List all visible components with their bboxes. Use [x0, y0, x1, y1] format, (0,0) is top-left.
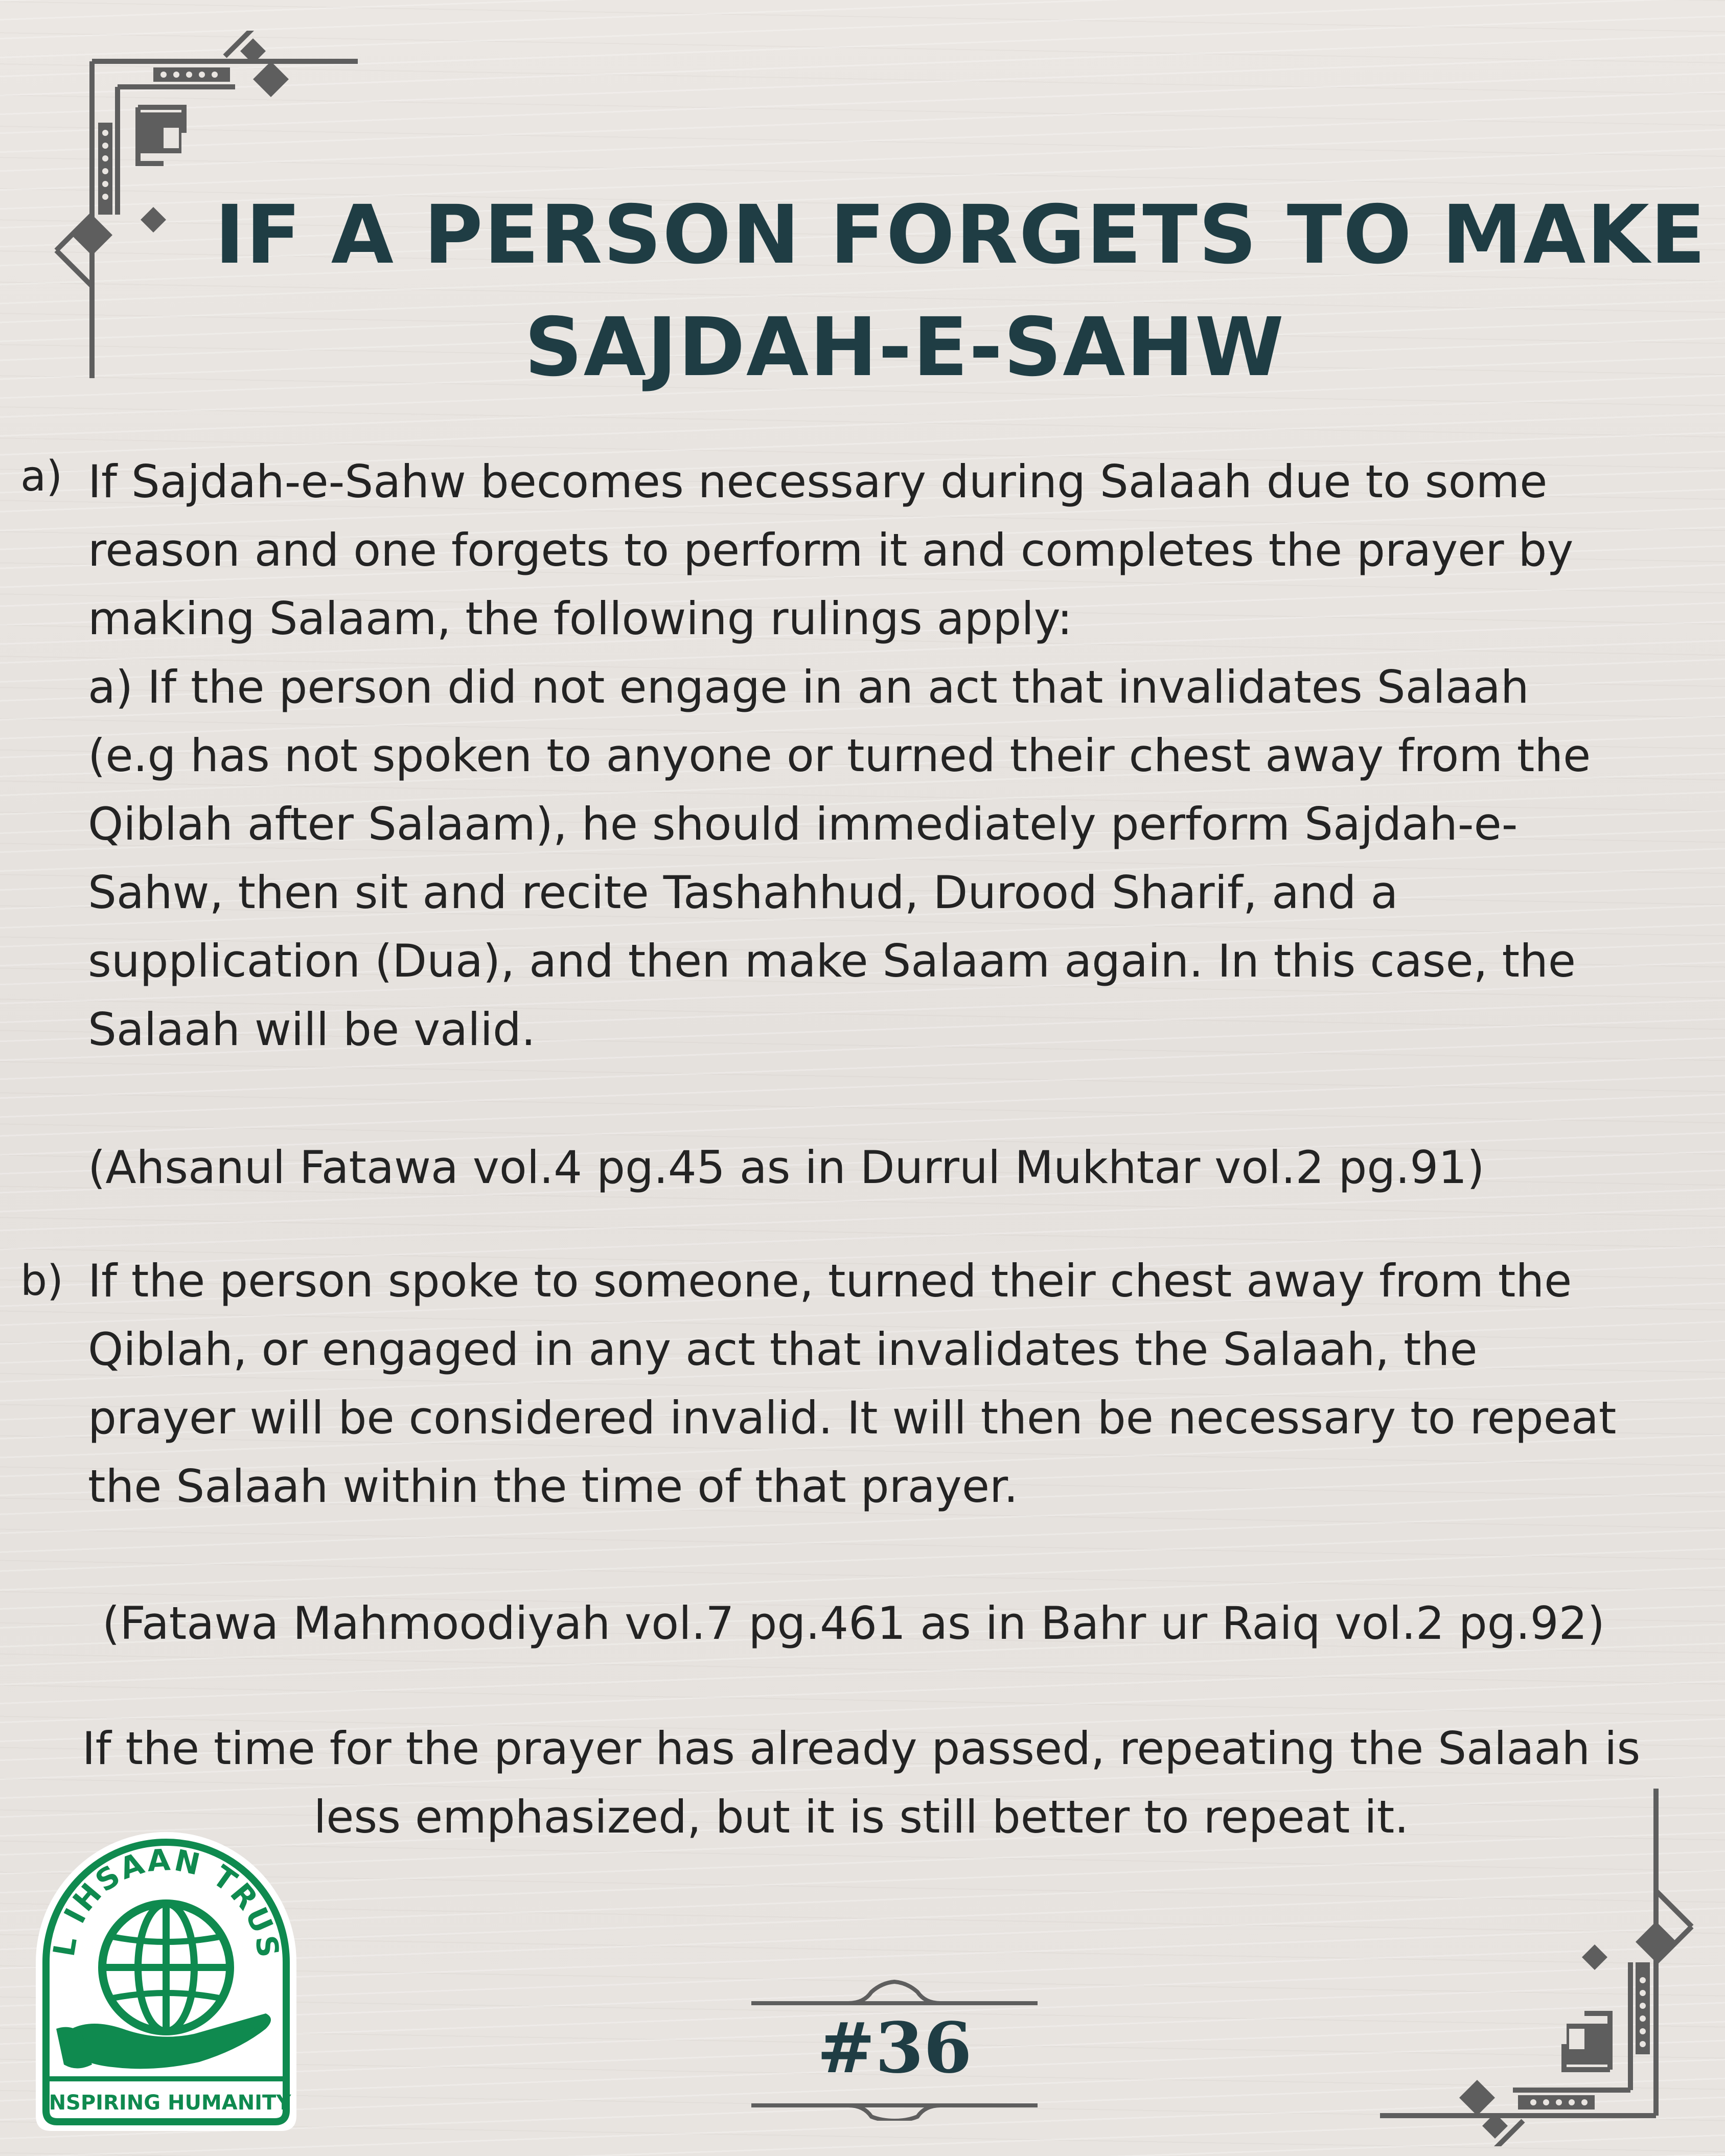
section-a-line: (e.g has not spoken to anyone or turned their chest away from the — [88, 729, 1591, 782]
section-a-paragraph — [88, 448, 1667, 1064]
section-b-paragraph — [88, 1247, 1667, 1521]
section-b-reference: (Fatawa Mahmoodiyah vol.7 pg.461 as in Bahr ur Raiq vol.2 pg.92) — [102, 1597, 1605, 1650]
title-line-2: SAJDAH-E-SAHW — [524, 300, 1285, 395]
section-a-line: If Sajdah-e-Sahw becomes necessary during Salaah due to some — [88, 455, 1548, 508]
post-number: #36 — [817, 2007, 972, 2089]
section-a-line: supplication (Dua), and then make Salaam again. In this case, the — [88, 935, 1576, 987]
section-a-line: reason and one forgets to perform it and completes the prayer by — [88, 524, 1574, 576]
logo-tagline-text: INSPIRING HUMANITY — [41, 2091, 291, 2115]
page-title — [215, 179, 1707, 404]
title-line-1: IF A PERSON FORGETS TO MAKE — [215, 188, 1707, 282]
section-a-line: Salaah will be valid. — [88, 1003, 536, 1056]
section-b-line: prayer will be considered invalid. It will then be necessary to repeat — [88, 1392, 1617, 1444]
section-b-line: the Salaah within the time of that prayer. — [88, 1460, 1019, 1513]
section-a-line: making Salaam, the following rulings apply: — [88, 592, 1073, 645]
post-number-block — [751, 1978, 1038, 2121]
logo-emblem-icon — [26, 1809, 307, 2136]
section-a-marker: a) — [20, 452, 63, 501]
section-b-line: If the person spoke to someone, turned their chest away from the — [88, 1255, 1572, 1307]
closing-note-line: If the time for the prayer has already passed, repeating the Salaah is — [82, 1722, 1641, 1775]
section-b-marker: b) — [20, 1257, 64, 1305]
closing-note-line: less emphasized, but it is still better to repeat it. — [313, 1791, 1409, 1843]
logo-name-text: L IHSAAN TRUS — [46, 1842, 286, 1962]
section-a-line: Qiblah after Salaam), he should immediately perform Sajdah-e- — [88, 798, 1518, 850]
section-b-line: Qiblah, or engaged in any act that invalidates the Salaah, the — [88, 1323, 1478, 1376]
section-a-reference: (Ahsanul Fatawa vol.4 pg.45 as in Durrul Mukhtar vol.2 pg.91) — [88, 1141, 1485, 1194]
corner-ornament-bottom-right-icon — [1370, 1778, 1697, 2146]
section-a-line: a) If the person did not engage in an act that invalidates Salaah — [88, 661, 1529, 713]
section-a-line: Sahw, then sit and recite Tashahhud, Durood Sharif, and a — [88, 866, 1398, 919]
al-ihsaan-trust-logo — [26, 1809, 307, 2136]
